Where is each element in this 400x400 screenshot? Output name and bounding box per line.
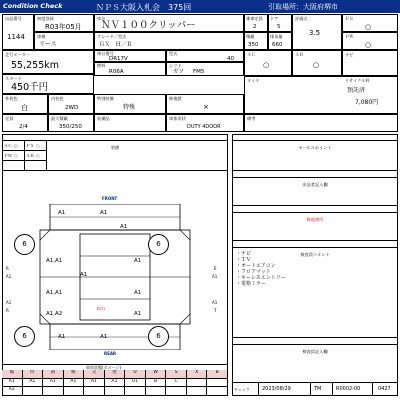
note-cell xyxy=(244,114,398,132)
mileage-value: 55,255km xyxy=(11,60,59,71)
score-value: 3.5 xyxy=(309,29,321,37)
damage-table-cell xyxy=(125,387,146,396)
damage-table-cell xyxy=(23,387,44,396)
comment-body xyxy=(232,248,398,338)
memo-line-2: ・ＴＶ xyxy=(236,257,252,263)
equip-cell xyxy=(94,114,166,132)
damage-table-cell xyxy=(187,379,208,388)
damage-table-cell xyxy=(187,387,208,396)
seller-header xyxy=(232,171,398,187)
ps-value: ○ xyxy=(365,23,372,31)
comment-header-label: 検査員コメント xyxy=(300,252,330,257)
ext-color-cell xyxy=(2,94,48,114)
damage-table-cell: C xyxy=(166,379,187,388)
shift-label: シフト xyxy=(169,63,182,68)
damage-right-3: A1 xyxy=(134,311,142,317)
repair-header xyxy=(232,206,398,222)
check-label-ab: ＡＢ xyxy=(26,153,34,158)
header-location: 引取場所：大阪府堺市 xyxy=(268,3,338,11)
disp-label: 排気量 xyxy=(270,34,283,39)
weight-value: 350 xyxy=(248,42,259,48)
inspection-label: 車検 xyxy=(37,34,46,39)
damage-table-header: W xyxy=(146,370,167,379)
weight-cell xyxy=(244,32,268,50)
equip-checklist xyxy=(2,141,228,171)
fuel-value: ガソ xyxy=(173,69,185,75)
footer-id: R0002-00 xyxy=(336,386,361,392)
model-label: 車名 xyxy=(97,16,106,21)
damage-table-cell: A1 xyxy=(2,379,23,388)
fuel-label: 燃料 xyxy=(97,63,106,68)
ext-color-label: 外装色 xyxy=(5,96,18,101)
damage-left-3: A1,A2 xyxy=(46,311,63,317)
drive-value: 2WD xyxy=(65,105,79,111)
header-auction: ＮＰＳ大阪入札会 375回 xyxy=(96,2,192,12)
side-right-1: E xyxy=(214,266,217,271)
damage-table-cell: A1 xyxy=(84,379,105,388)
footer-num: 0427 xyxy=(378,386,391,392)
year-cell xyxy=(34,14,94,32)
damage-table-cell xyxy=(146,387,167,396)
load-label: 最大積載 xyxy=(51,116,68,121)
score-label: 評価点 xyxy=(295,16,308,21)
ab-label: ＡＢ xyxy=(295,52,304,57)
header-title: Condition Check xyxy=(3,2,63,10)
damage-table-cell: A1 xyxy=(23,379,44,388)
side-left-1: R xyxy=(6,266,9,271)
bodytype-value: DUTY 4DOOR xyxy=(187,124,221,130)
memo-line-6: ・電格ミラー xyxy=(236,281,267,287)
sales-header-label: セールスポイント xyxy=(298,145,332,150)
damage-table-cell xyxy=(43,387,64,396)
shift-cell xyxy=(166,62,244,76)
inspector-header xyxy=(232,338,398,354)
damage-table-cell xyxy=(207,379,228,388)
nav-cell xyxy=(342,50,398,76)
damage-table-cell: A1 xyxy=(43,379,64,388)
door-label: ドア xyxy=(270,16,279,21)
memo-line-4: ・フロアマット xyxy=(236,269,271,275)
score-cell xyxy=(292,14,342,50)
note-label: 備考 xyxy=(247,116,256,121)
damage-top-1: A1 xyxy=(58,210,66,216)
lot-label: 出品番号 xyxy=(5,16,22,21)
code-value: 40 xyxy=(227,56,234,62)
damage-top-3: A1 xyxy=(120,224,128,230)
inspection-cell xyxy=(34,32,94,50)
check-value-ac: ○ xyxy=(14,143,18,148)
rear-label: REAR xyxy=(104,351,116,356)
grade-cell xyxy=(94,32,244,50)
damage-table-header: 交 xyxy=(84,370,105,379)
damage-table-header: 錆 xyxy=(43,370,64,379)
footer-tm: TM xyxy=(314,386,322,392)
bodytype-label: 車体形状 xyxy=(169,116,186,121)
model-name: ＮＶ１００クリッパー xyxy=(101,20,196,31)
ps-label: ＰＳ xyxy=(345,16,354,21)
grade-value: ＧＸ Ｈ／Ｒ xyxy=(99,42,133,48)
special-value: 特殊 xyxy=(123,104,136,111)
tire-label: タイヤ xyxy=(247,78,260,83)
sales-body xyxy=(232,141,398,171)
door-cell xyxy=(268,14,292,32)
inspector-body xyxy=(232,345,398,383)
cap-cell xyxy=(2,114,48,132)
special-cell xyxy=(94,94,166,114)
damage-table-cell xyxy=(166,387,187,396)
damage-table-cell: A1 xyxy=(105,379,126,388)
damage-table-title: 車両状態(ダメージ) xyxy=(86,365,122,370)
wheel-front-left: 6 xyxy=(14,234,35,255)
load-cell xyxy=(48,114,94,132)
damage-bottom-2: A1 xyxy=(100,334,108,340)
price-value: 450千円 xyxy=(11,82,49,93)
lot-cell xyxy=(2,14,34,50)
check-value-ab: ○ xyxy=(36,153,40,158)
damage-table-header: 傷 xyxy=(2,370,23,379)
damage-table-header: X xyxy=(187,370,208,379)
footer-row xyxy=(232,383,398,396)
damage-table-cell: U1 xyxy=(125,379,146,388)
ab-value: ○ xyxy=(313,61,320,69)
damage-right-1: A1 xyxy=(134,258,142,264)
ab-cell xyxy=(292,50,342,76)
sales-header xyxy=(232,134,398,150)
ac-label: ＡＣ xyxy=(247,52,256,57)
seat-cell xyxy=(244,14,268,32)
damage-table-grid xyxy=(2,370,228,396)
pw-value: ○ xyxy=(365,41,372,49)
ext-color-value: 白 xyxy=(21,104,28,112)
cap-label: 定員 xyxy=(5,116,14,121)
side-right-4: T xyxy=(214,308,217,313)
defect-cell xyxy=(166,94,244,114)
door-value: 5 xyxy=(277,24,281,30)
damage-bottom-1: A1 xyxy=(58,334,66,340)
mileage-cell xyxy=(2,50,94,74)
inspection-value: リース xyxy=(39,41,57,48)
type-cell xyxy=(166,50,244,62)
memo-line-3: ・オートエアコン xyxy=(236,263,276,269)
engine-value: R06A xyxy=(109,69,124,75)
model-cell xyxy=(94,14,244,32)
lot-number: 1144 xyxy=(7,33,25,41)
footer-date: 2023/08/29 xyxy=(262,386,291,392)
memo-line-1: ・ナビ xyxy=(236,251,252,257)
damage-left-1: A1,A1 xyxy=(46,258,63,264)
damage-top-2: A1 xyxy=(100,210,108,216)
ps-cell xyxy=(342,14,398,32)
side-left-2: A1 xyxy=(6,274,12,279)
side-left-3: A1 xyxy=(6,300,12,305)
weight-label: 積載 xyxy=(246,34,255,39)
check-value-ps: ○ xyxy=(36,143,40,148)
price-cell xyxy=(2,74,94,94)
damage-table-cell: B xyxy=(146,379,167,388)
damage-table-header: B xyxy=(207,370,228,379)
cap-value: 2/4 xyxy=(19,124,28,130)
defect-label: 修復歴 xyxy=(169,96,182,101)
front-label: FRONT xyxy=(102,196,118,201)
recycle-cell xyxy=(244,76,398,114)
nav-label: ナビ xyxy=(345,52,354,57)
frame-value: DR17V xyxy=(109,56,128,62)
inspector-header-label: 検査員記入欄 xyxy=(302,349,328,354)
damage-table-header: 塗 xyxy=(105,370,126,379)
seller-body xyxy=(232,178,398,206)
seat-value: 2 xyxy=(253,24,257,30)
disp-value: 660 xyxy=(272,42,283,48)
side-left-4: R xyxy=(6,308,9,313)
repair-header-label: 修復箇所 xyxy=(306,217,324,222)
shift-value: FM5 xyxy=(193,69,205,75)
int-color-cell xyxy=(48,94,94,114)
damage-table-header: S xyxy=(166,370,187,379)
equip-header-label: 装備 xyxy=(110,145,120,150)
damage-table-cell: A1 xyxy=(64,379,85,388)
disp-cell xyxy=(268,32,292,50)
pw-label: ＰＷ xyxy=(345,34,354,39)
footer-label: チェック xyxy=(234,387,250,392)
grade-label: グレード／型式 xyxy=(97,34,127,39)
damage-bottom-3: A1 xyxy=(80,272,88,278)
defect-value: × xyxy=(203,103,209,111)
header-bar xyxy=(0,0,400,13)
seller-header-label: 出品者記入欄 xyxy=(302,182,328,187)
fuel-cell xyxy=(94,62,166,76)
damage-table-cell xyxy=(207,387,228,396)
plan-label: Ｂ/ｎ xyxy=(96,306,106,311)
first-registration: R03年05月 xyxy=(45,23,82,31)
year-label: 初度登録 xyxy=(37,16,54,21)
damage-left-2: A1,A1 xyxy=(46,290,63,296)
damage-right-2: A1 xyxy=(134,290,142,296)
bodytype-cell xyxy=(166,114,244,132)
special-label: 特別装備 xyxy=(97,96,114,101)
recycle-amount: 7,080円 xyxy=(355,99,379,106)
damage-table-header: 修 xyxy=(64,370,85,379)
side-right-2: A1 xyxy=(212,274,218,279)
side-right-3: A1 xyxy=(212,300,218,305)
repair-body xyxy=(232,213,398,241)
damage-table-cell xyxy=(64,387,85,396)
memo-line-5: ・キーレスエントリー xyxy=(236,275,286,281)
frame-cell xyxy=(94,50,166,62)
damage-table-header: U xyxy=(125,370,146,379)
type-label: 型式 xyxy=(169,51,178,56)
mileage-label: 走行メーター xyxy=(5,52,31,57)
recycle-status: 預託済 xyxy=(347,87,366,94)
int-color-label: 内装色 xyxy=(51,96,64,101)
damage-table-cell: A2 xyxy=(2,387,23,396)
frame-label: 車台番号 xyxy=(97,51,114,56)
damage-table-cell xyxy=(84,387,105,396)
ac-value: ○ xyxy=(263,61,270,69)
seat-label: 乗車定員 xyxy=(246,16,263,21)
check-label-ps: ＰＳ xyxy=(26,143,34,148)
damage-table-cell xyxy=(105,387,126,396)
recycle-label: リサイクル料 xyxy=(345,78,370,83)
load-value: 350/250 xyxy=(59,124,82,130)
pw-cell xyxy=(342,32,398,50)
wheel-rear-right: 6 xyxy=(148,326,169,347)
car-diagram xyxy=(30,204,200,350)
wheel-rear-left: 6 xyxy=(14,326,35,347)
check-label-ac: ＡＣ xyxy=(4,143,12,148)
wheel-front-right: 6 xyxy=(148,234,169,255)
check-label-pw: ＰＷ xyxy=(4,153,12,158)
ac-cell xyxy=(244,50,292,76)
price-label: スタート xyxy=(5,76,22,81)
equip-label: 装備品 xyxy=(97,116,110,121)
damage-table-header: 凹 xyxy=(23,370,44,379)
check-value-pw: ○ xyxy=(14,153,18,158)
